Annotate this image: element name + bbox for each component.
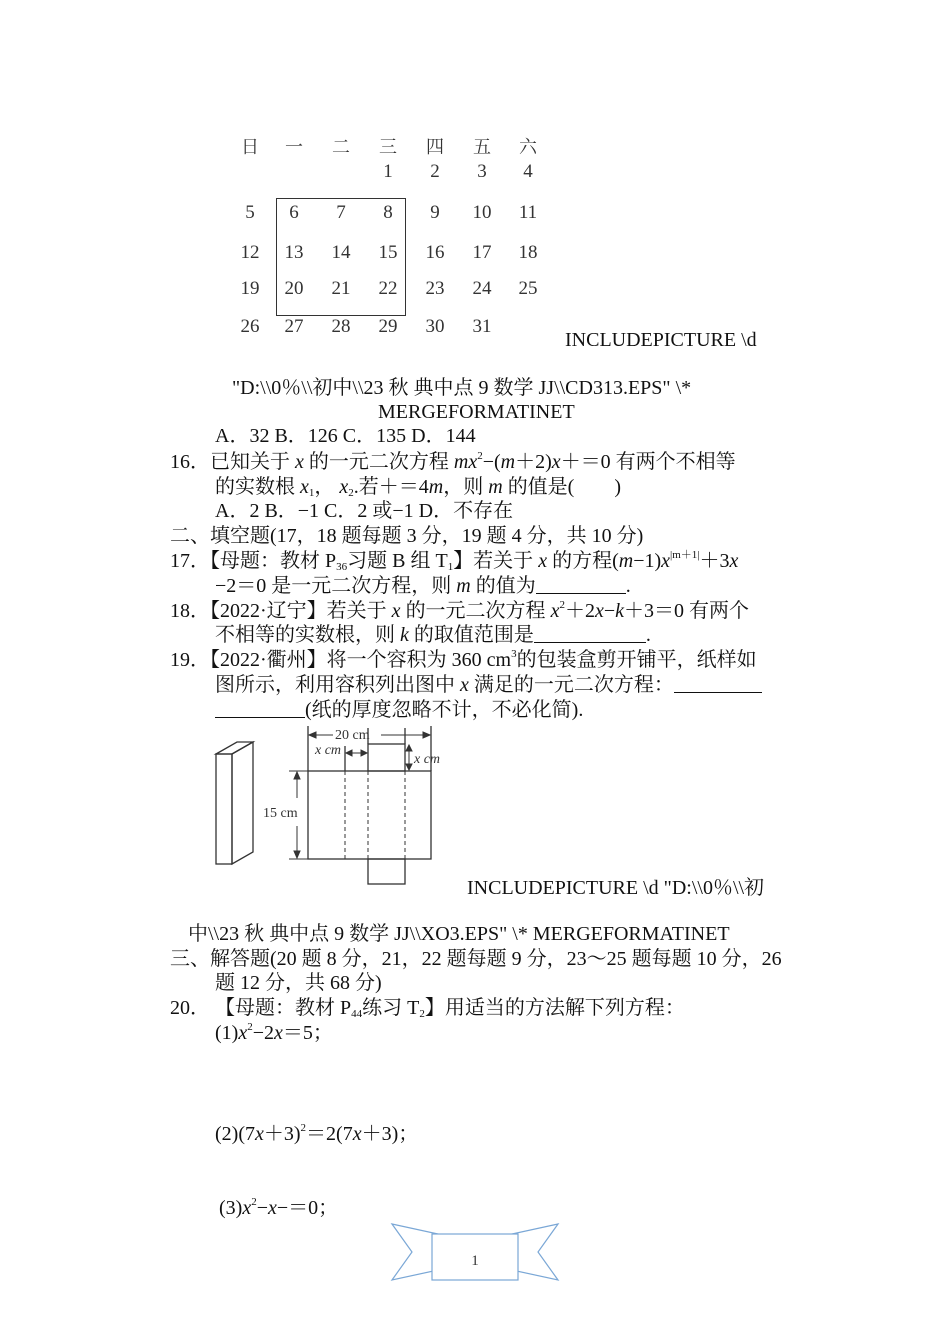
calendar-day: 5 [245, 202, 255, 223]
q16-options: A．2 B．−1 C．2 或−1 D．不存在 [215, 500, 514, 522]
calendar-day: 6 [289, 202, 299, 223]
calendar-weekday: 日 [241, 137, 259, 157]
calendar-day: 18 [518, 242, 538, 263]
q20-part1: $(1)x^2-2x=5$； [215, 1021, 333, 1044]
label-20cm: 20 cm [335, 728, 370, 743]
calendar-weekday: 四 [426, 137, 444, 157]
label-xcm-right: x cm [414, 752, 441, 767]
box-net-figure [205, 718, 465, 888]
calendar-day: 7 [336, 202, 346, 223]
box-front-face [216, 754, 232, 864]
q19-line3: (纸的厚度忽略不计，不必化简). [215, 698, 583, 722]
q17-line1: 17．【母题：教材 $P_{36}$习题 B 组 $T_1$】若关于 x 的方程$(m-1)x^{|m+1|}+3x$ [170, 549, 739, 573]
q20-stem: 20． 【母题：教材 $P_{44}$练习 $T_2$】用适当的方法解下列方程： [170, 997, 685, 1020]
calendar-day: 24 [472, 278, 492, 299]
calendar-day: 17 [472, 242, 492, 263]
q15-options: A．32 B．126 C．135 D．144 [215, 425, 476, 447]
q20-part2: $(2)(7x+3)^2=2(7x+3)$； [215, 1122, 419, 1145]
calendar-weekday: 五 [473, 137, 491, 157]
calendar-day: 23 [425, 278, 445, 299]
calendar-day: 4 [523, 161, 533, 182]
q16-line1: 16．已知关于 x 的一元二次方程 $mx^2-(m+2)x+=0$ 有两个不相等 [170, 450, 736, 473]
calendar-day: 28 [331, 316, 351, 337]
include-picture-path-1: "D:\\0％\\初中\\23 秋 典中点 9 数学 JJ\\CD313.EPS" \* [232, 377, 692, 399]
q18-line2: 不相等的实数根，则 k 的取值范围是 . [215, 624, 651, 646]
calendar-day: 29 [378, 316, 398, 337]
ribbon-right-tail [512, 1224, 558, 1280]
include-picture-format-1: MERGEFORMATINET [378, 401, 575, 423]
calendar-day: 22 [378, 278, 398, 299]
calendar-day: 26 [240, 316, 260, 337]
include-picture-field-2: INCLUDEPICTURE \d "D:\\0％\\初 [467, 877, 765, 899]
calendar-day: 2 [430, 161, 440, 182]
calendar-day: 25 [518, 278, 538, 299]
label-xcm-top: x cm [315, 743, 342, 758]
net-bottom-flap [368, 859, 405, 884]
calendar-day: 8 [383, 202, 393, 223]
net-main-rect [308, 771, 431, 859]
calendar-day: 11 [518, 202, 538, 223]
q19-line2: 图所示，利用容积列出图中 x 满足的一元二次方程： [215, 673, 762, 697]
calendar-day: 1 [383, 161, 393, 182]
calendar-weekday: 三 [379, 137, 397, 157]
calendar-weekday: 二 [332, 137, 350, 157]
q19-answer-blank-1[interactable] [674, 674, 762, 693]
label-15cm: 15 cm [263, 806, 298, 821]
calendar-day: 30 [425, 316, 445, 337]
calendar-day: 27 [284, 316, 304, 337]
section-solve-line1: 三、解答题(20 题 8 分，21，22 题每题 9 分，23～25 题每题 10 分，26 [170, 948, 782, 970]
calendar-day: 13 [284, 242, 304, 263]
calendar-day: 9 [430, 202, 440, 223]
q20-part3: $(3)x^2-x-=0$； [219, 1196, 339, 1219]
page-number: 1 [471, 1253, 479, 1269]
net-top-flap [368, 744, 405, 771]
calendar-figure [0, 0, 950, 360]
section-solve-line2: 题 12 分，共 68 分) [215, 972, 382, 994]
calendar-weekday: 一 [285, 137, 303, 157]
ribbon-left-tail [392, 1224, 438, 1280]
include-picture-path-2: 中\\23 秋 典中点 9 数学 JJ\\XO3.EPS" \* MERGEFORMATINET [188, 923, 730, 945]
calendar-day: 31 [472, 316, 492, 337]
calendar-day: 16 [425, 242, 445, 263]
calendar-highlight-box [276, 198, 406, 316]
include-picture-field-1: INCLUDEPICTURE \d [565, 329, 757, 351]
calendar-day: 21 [331, 278, 351, 299]
q16-line2: 的实数根 $x_1$， $x_2$.若＋＝4m，则 m 的值是( ) [215, 476, 622, 499]
calendar-day: 10 [472, 202, 492, 223]
q17-answer-blank[interactable] [536, 575, 626, 594]
calendar-day: 20 [284, 278, 304, 299]
calendar-day: 3 [477, 161, 487, 182]
calendar-day: 15 [378, 242, 398, 263]
calendar-day: 19 [240, 278, 260, 299]
section-fill-in: 二、填空题(17，18 题每题 3 分，19 题 4 分，共 10 分) [170, 525, 644, 547]
calendar-day: 12 [240, 242, 260, 263]
box-side-face [232, 742, 253, 864]
q19-line1: 19．【2022·衢州】将一个容积为 360 $cm^3$的包装盒剪开铺平，纸样如 [170, 648, 757, 671]
calendar-day: 14 [331, 242, 351, 263]
page-number-ribbon [390, 1218, 560, 1288]
q18-line1: 18．【2022·辽宁】若关于 x 的一元二次方程 $x^2+2x-k+3=0$ 有两个 [170, 599, 750, 622]
q18-answer-blank[interactable] [534, 624, 646, 643]
q19-answer-blank-2[interactable] [215, 699, 305, 718]
calendar-weekday: 六 [519, 137, 537, 157]
q17-line2: −2＝0 是一元二次方程，则 m 的值为 . [215, 575, 631, 597]
